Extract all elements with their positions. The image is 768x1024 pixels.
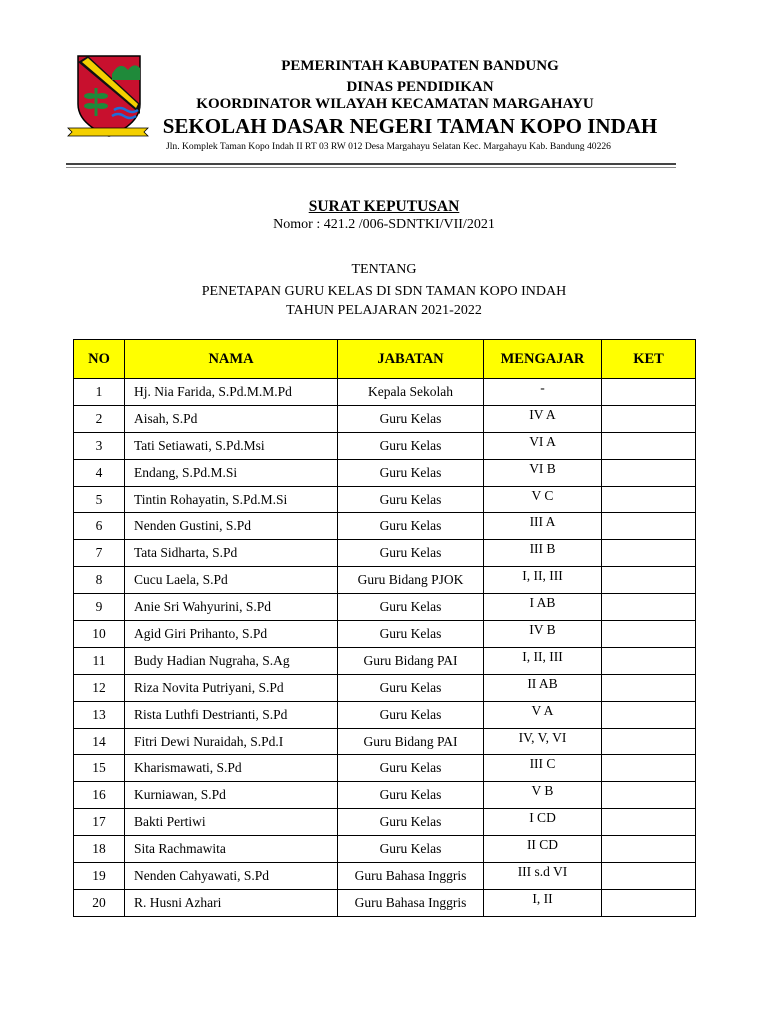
cell-no: 2 — [74, 405, 125, 432]
cell-no: 16 — [74, 782, 125, 809]
cell-nama: Sita Rachmawita — [125, 836, 338, 863]
table-row — [74, 405, 696, 432]
cell-ket — [602, 701, 696, 728]
table-row — [74, 540, 696, 567]
cell-mengajar: III A — [484, 513, 602, 540]
cell-jabatan: Guru Kelas — [338, 486, 484, 513]
teacher-assignment-table — [73, 339, 696, 917]
cell-mengajar: VI A — [484, 432, 602, 459]
cell-jabatan: Kepala Sekolah — [338, 379, 484, 406]
table-header-row — [74, 340, 696, 379]
table-row — [74, 567, 696, 594]
cell-mengajar: - — [484, 379, 602, 406]
cell-nama: Tata Sidharta, S.Pd — [125, 540, 338, 567]
cell-mengajar: III C — [484, 755, 602, 782]
cell-mengajar: V C — [484, 486, 602, 513]
cell-nama: Fitri Dewi Nuraidah, S.Pd.I — [125, 728, 338, 755]
table-row — [74, 432, 696, 459]
cell-no: 15 — [74, 755, 125, 782]
cell-no: 11 — [74, 647, 125, 674]
column-header-jabatan: JABATAN — [338, 340, 484, 379]
cell-nama: Aisah, S.Pd — [125, 405, 338, 432]
table-row — [74, 459, 696, 486]
cell-mengajar: II AB — [484, 674, 602, 701]
cell-mengajar: III B — [484, 540, 602, 567]
table-row — [74, 513, 696, 540]
cell-ket — [602, 594, 696, 621]
table-row — [74, 486, 696, 513]
cell-jabatan: Guru Kelas — [338, 432, 484, 459]
cell-ket — [602, 836, 696, 863]
table-row — [74, 647, 696, 674]
table-row — [74, 594, 696, 621]
cell-jabatan: Guru Kelas — [338, 621, 484, 648]
cell-no: 1 — [74, 379, 125, 406]
cell-mengajar: V A — [484, 701, 602, 728]
cell-no: 14 — [74, 728, 125, 755]
cell-no: 19 — [74, 863, 125, 890]
decree-subject: PENETAPAN GURU KELAS DI SDN TAMAN KOPO INDAH — [201, 284, 567, 299]
table-row — [74, 728, 696, 755]
cell-ket — [602, 567, 696, 594]
letterhead-government: PEMERINTAH KABUPATEN BANDUNG — [281, 58, 559, 74]
cell-ket — [602, 782, 696, 809]
letterhead-school-name: SEKOLAH DASAR NEGERI TAMAN KOPO INDAH — [162, 114, 658, 138]
cell-nama: Tati Setiawati, S.Pd.Msi — [125, 432, 338, 459]
cell-mengajar: III s.d VI — [484, 863, 602, 890]
cell-no: 3 — [74, 432, 125, 459]
cell-mengajar: V B — [484, 782, 602, 809]
cell-ket — [602, 755, 696, 782]
cell-no: 4 — [74, 459, 125, 486]
cell-jabatan: Guru Bahasa Inggris — [338, 863, 484, 890]
cell-mengajar: VI B — [484, 459, 602, 486]
table-row — [74, 889, 696, 916]
cell-nama: Kharismawati, S.Pd — [125, 755, 338, 782]
cell-nama: Nenden Cahyawati, S.Pd — [125, 863, 338, 890]
cell-jabatan: Guru Kelas — [338, 782, 484, 809]
cell-nama: Rista Luthfi Destrianti, S.Pd — [125, 701, 338, 728]
cell-mengajar: IV, V, VI — [484, 728, 602, 755]
cell-nama: Hj. Nia Farida, S.Pd.M.M.Pd — [125, 379, 338, 406]
cell-no: 7 — [74, 540, 125, 567]
cell-mengajar: I CD — [484, 809, 602, 836]
cell-jabatan: Guru Bidang PAI — [338, 728, 484, 755]
letterhead-divider-thin — [66, 167, 676, 168]
cell-nama: Tintin Rohayatin, S.Pd.M.Si — [125, 486, 338, 513]
decree-title: SURAT KEPUTUSAN — [308, 198, 460, 215]
cell-ket — [602, 674, 696, 701]
cell-jabatan: Guru Bidang PAI — [338, 647, 484, 674]
table-row — [74, 701, 696, 728]
cell-no: 20 — [74, 889, 125, 916]
letterhead-coordinator: KOORDINATOR WILAYAH KECAMATAN MARGAHAYU — [196, 96, 594, 112]
cell-jabatan: Guru Kelas — [338, 836, 484, 863]
cell-mengajar: I, II, III — [484, 647, 602, 674]
cell-ket — [602, 863, 696, 890]
cell-nama: Endang, S.Pd.M.Si — [125, 459, 338, 486]
table-row — [74, 809, 696, 836]
column-header-ket: KET — [602, 340, 696, 379]
cell-ket — [602, 889, 696, 916]
cell-jabatan: Guru Kelas — [338, 513, 484, 540]
cell-no: 17 — [74, 809, 125, 836]
cell-ket — [602, 513, 696, 540]
column-header-nama: NAMA — [125, 340, 338, 379]
cell-no: 13 — [74, 701, 125, 728]
decree-number: Nomor : 421.2 /006-SDNTKI/VII/2021 — [273, 217, 495, 232]
cell-jabatan: Guru Kelas — [338, 405, 484, 432]
decree-year: TAHUN PELAJARAN 2021-2022 — [286, 303, 482, 318]
table-row — [74, 755, 696, 782]
cell-no: 6 — [74, 513, 125, 540]
decree-about: TENTANG — [351, 262, 417, 277]
cell-no: 18 — [74, 836, 125, 863]
letterhead-address: Jln. Komplek Taman Kopo Indah II RT 03 RW 012 Desa Margahayu Selatan Kec. Margahayu Kab. Bandung 40226 — [166, 141, 611, 152]
cell-ket — [602, 379, 696, 406]
cell-nama: Agid Giri Prihanto, S.Pd — [125, 621, 338, 648]
cell-no: 12 — [74, 674, 125, 701]
cell-ket — [602, 647, 696, 674]
table-row — [74, 621, 696, 648]
table-row — [74, 863, 696, 890]
table-row — [74, 674, 696, 701]
column-header-mengajar: MENGAJAR — [484, 340, 602, 379]
cell-jabatan: Guru Bidang PJOK — [338, 567, 484, 594]
cell-nama: Cucu Laela, S.Pd — [125, 567, 338, 594]
cell-nama: Bakti Pertiwi — [125, 809, 338, 836]
cell-ket — [602, 728, 696, 755]
cell-jabatan: Guru Kelas — [338, 594, 484, 621]
table-row — [74, 782, 696, 809]
cell-ket — [602, 432, 696, 459]
cell-jabatan: Guru Kelas — [338, 540, 484, 567]
cell-nama: Budy Hadian Nugraha, S.Ag — [125, 647, 338, 674]
cell-nama: R. Husni Azhari — [125, 889, 338, 916]
cell-ket — [602, 809, 696, 836]
cell-mengajar: I, II, III — [484, 567, 602, 594]
column-header-no: NO — [74, 340, 125, 379]
cell-mengajar: IV B — [484, 621, 602, 648]
cell-jabatan: Guru Kelas — [338, 755, 484, 782]
cell-mengajar: I AB — [484, 594, 602, 621]
letterhead-department: DINAS PENDIDIKAN — [346, 79, 494, 95]
cell-ket — [602, 621, 696, 648]
cell-no: 8 — [74, 567, 125, 594]
cell-mengajar: IV A — [484, 405, 602, 432]
table-row — [74, 836, 696, 863]
cell-nama: Kurniawan, S.Pd — [125, 782, 338, 809]
cell-jabatan: Guru Kelas — [338, 809, 484, 836]
table-row — [74, 379, 696, 406]
cell-jabatan: Guru Bahasa Inggris — [338, 889, 484, 916]
cell-ket — [602, 405, 696, 432]
letterhead-divider — [66, 163, 676, 165]
cell-nama: Nenden Gustini, S.Pd — [125, 513, 338, 540]
cell-ket — [602, 486, 696, 513]
cell-jabatan: Guru Kelas — [338, 701, 484, 728]
cell-jabatan: Guru Kelas — [338, 674, 484, 701]
cell-ket — [602, 459, 696, 486]
cell-mengajar: II CD — [484, 836, 602, 863]
cell-nama: Anie Sri Wahyurini, S.Pd — [125, 594, 338, 621]
cell-nama: Riza Novita Putriyani, S.Pd — [125, 674, 338, 701]
cell-jabatan: Guru Kelas — [338, 459, 484, 486]
cell-ket — [602, 540, 696, 567]
cell-no: 5 — [74, 486, 125, 513]
cell-no: 10 — [74, 621, 125, 648]
cell-no: 9 — [74, 594, 125, 621]
cell-mengajar: I, II — [484, 889, 602, 916]
